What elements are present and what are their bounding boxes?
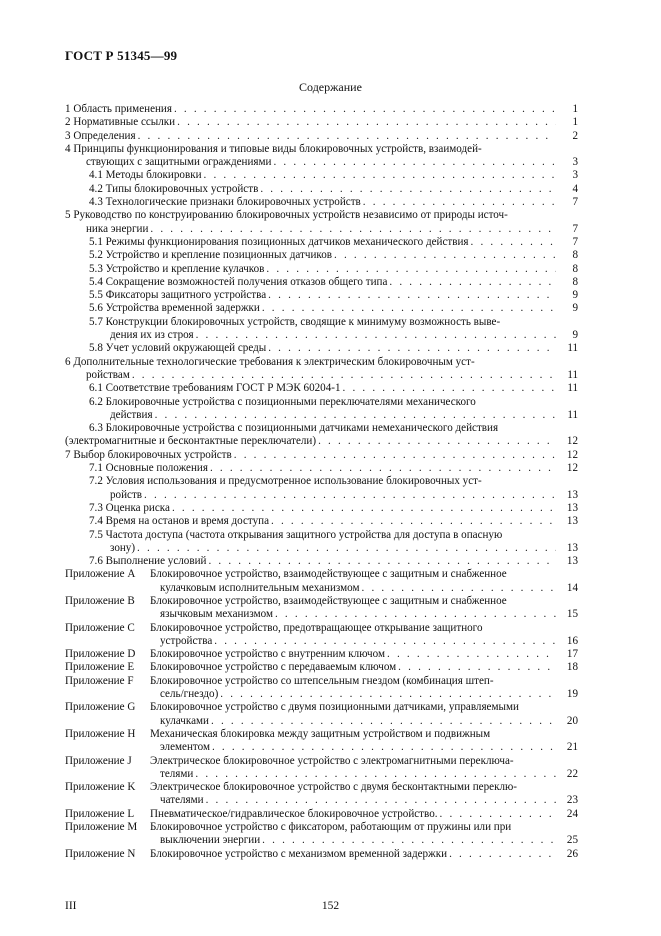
appendix-title [150, 622, 578, 649]
toc-entry-text-line: 5.4 Сокращение возможностей получения отказов общего типа [89, 275, 388, 288]
toc-entry-line [89, 289, 578, 302]
toc-leader-dots [260, 834, 556, 847]
toc-entry[interactable] [65, 382, 578, 395]
toc-entry-line [150, 582, 578, 595]
toc-entry-line [150, 834, 578, 847]
toc-entry-line [89, 409, 578, 422]
toc-page-number: 3 [572, 169, 578, 182]
appendix-title [150, 595, 578, 622]
toc-leader-dots [193, 768, 556, 781]
toc-page-number: 16 [566, 634, 578, 647]
toc-page-number: 13 [566, 541, 578, 554]
toc-leader-dots [269, 515, 556, 528]
toc-page-number: 24 [566, 807, 578, 820]
toc-leader-dots [264, 263, 556, 276]
toc-entry-text-line: Блокировочное устройство с фиксатором, работающим от пружины или при [150, 821, 512, 834]
toc-page-number: 9 [572, 329, 578, 342]
toc-entry-text-line: 7.1 Основные положения [89, 462, 208, 475]
toc-leader-dots [170, 502, 556, 515]
appendix-label: Приложение H [65, 727, 136, 740]
toc-entry-text-line: Электрическое блокировочное устройство с электромагнитными переключа- [150, 754, 514, 767]
toc-entry-text-line: 6.3 Блокировочные устройства с позиционными датчиками немеханического действия [89, 422, 499, 435]
toc-entry-line [89, 302, 578, 315]
toc-entry[interactable] [65, 302, 578, 315]
toc-entry-text-line: ника энергии [86, 222, 149, 235]
toc-entry-line [89, 183, 578, 196]
toc-page-number: 25 [566, 834, 578, 847]
toc-entry[interactable] [65, 249, 578, 262]
toc-leader-dots [266, 289, 556, 302]
appendix-label: Приложение J [65, 754, 132, 767]
toc-leader-dots [332, 249, 556, 262]
toc-page-number: 14 [566, 581, 578, 594]
toc-page-number: 20 [566, 714, 578, 727]
toc-entry-line [150, 808, 578, 821]
toc-leader-dots [341, 382, 556, 395]
toc-entry-text-line: Блокировочное устройство со штепсельным гнездом (комбинация штеп- [150, 674, 494, 687]
toc-entry-text-line: кулачковым исполнительным механизмом [160, 581, 360, 594]
toc-leader-dots [142, 489, 556, 502]
toc-page-number: 13 [566, 501, 578, 514]
toc-leader-dots [212, 635, 556, 648]
toc-page-number: 11 [567, 342, 578, 355]
toc-entry[interactable] [65, 422, 578, 449]
toc-page-number: 12 [566, 462, 578, 475]
toc-entry-text-line: 7.5 Частота доступа (частота открывания защитного устройства для доступа в опасную [89, 528, 503, 541]
toc-page-number: 1 [572, 103, 578, 115]
toc-leader-dots [469, 236, 557, 249]
toc-entry-text-line: элементом [160, 741, 210, 754]
toc-entry-line [89, 502, 578, 515]
toc-entry-text-line: Механическая блокировка между защитным устройством и подвижным [150, 727, 491, 740]
toc-entry-text-line: 7.3 Оценка риска [89, 501, 170, 514]
toc-page-number: 7 [572, 222, 578, 235]
toc-leader-dots [202, 169, 556, 182]
appendix-label: Приложение E [65, 661, 135, 674]
toc-leader-dots [148, 223, 556, 236]
toc-page-number: 8 [572, 249, 578, 262]
toc-entry-text-line: выключении энергии [160, 834, 261, 847]
toc-appendix-entry[interactable] [65, 701, 578, 728]
toc-entry[interactable] [65, 356, 578, 383]
appendix-title [150, 728, 578, 755]
toc-entry-text-line: 6.1 Соответствие требованиям ГОСТ Р МЭК 60204-1 [89, 382, 341, 395]
toc-entry-text-line: сель/гнездо) [160, 688, 219, 701]
toc-entry[interactable] [65, 316, 578, 343]
appendix-title [150, 755, 578, 782]
toc-entry-text-line: действия [110, 408, 153, 421]
toc-entry-line [89, 542, 578, 555]
footer-roman-numeral: III [65, 900, 77, 912]
toc-entry-text-line: 5.6 Устройства временной задержки [89, 302, 260, 315]
toc-entry-text-line: 3 Определения [65, 129, 136, 142]
toc-title: Содержание [299, 80, 362, 94]
toc-appendix-entry[interactable] [65, 821, 578, 848]
toc-appendix-entry[interactable] [65, 622, 578, 649]
toc-entry-line [89, 515, 578, 528]
appendix-title [150, 808, 578, 821]
toc-appendix-entry[interactable] [65, 728, 578, 755]
toc-entry-line [150, 661, 578, 674]
toc-entry-line [150, 648, 578, 661]
toc-entry-text-line: телями [160, 767, 194, 780]
toc-page-number: 2 [572, 129, 578, 142]
toc-appendix-entry[interactable] [65, 568, 578, 595]
toc-entry-text-line: Блокировочное устройство с двумя позиционными датчиками, управляемыми [150, 701, 519, 714]
toc-appendix-entry[interactable] [65, 848, 578, 861]
toc-entry[interactable] [65, 449, 578, 462]
toc-page-number: 22 [566, 767, 578, 780]
toc-entry-line [150, 794, 578, 807]
appendix-title [150, 648, 578, 661]
toc-page-number: 7 [572, 235, 578, 248]
appendix-title [150, 675, 578, 702]
toc-leader-dots [136, 130, 556, 143]
toc-entry[interactable] [65, 475, 578, 502]
toc-leader-dots [208, 462, 556, 475]
toc-entry-line [65, 435, 578, 448]
toc-entry-text-line: 4.2 Типы блокировочных устройств [89, 182, 259, 195]
toc-entry-text-line: 6.2 Блокировочные устройства с позиционными переключателями механического [89, 395, 476, 408]
toc-entry-line [89, 329, 578, 342]
toc-appendix-entry[interactable] [65, 661, 578, 674]
toc-entry-text-line: 7.4 Время на останов и время доступа [89, 515, 270, 528]
toc-entry-text-line: устройства [160, 634, 213, 647]
toc-leader-dots [218, 688, 556, 701]
toc-page-number: 7 [572, 196, 578, 209]
toc-entry-line [89, 555, 578, 568]
toc-entry-text-line: 7.6 Выполнение условий [89, 555, 207, 568]
toc-entry[interactable] [65, 236, 578, 249]
toc-entry-line [65, 116, 578, 129]
toc-entry-text-line: 5 Руководство по конструированию блокировочных устройств независимо от природы источ- [65, 209, 508, 222]
toc-entry-text-line: 5.1 Режимы функционирования позиционных датчиков механического действия [89, 235, 469, 248]
toc-page-number: 11 [567, 382, 578, 395]
toc-leader-dots [153, 409, 556, 422]
toc-leader-dots [438, 808, 556, 821]
toc-entry-line [89, 342, 578, 355]
footer-page-number: 152 [321, 900, 340, 912]
toc-entry-text-line: 5.7 Конструкции блокировочных устройств, сводящие к минимуму возможность выве- [89, 315, 501, 328]
toc-entry-line [65, 223, 578, 236]
toc-entry-text-line: зону) [110, 541, 136, 554]
toc-page-number: 18 [566, 661, 578, 674]
toc-page-number: 23 [566, 794, 578, 807]
toc-page-number: 4 [572, 182, 578, 195]
toc-leader-dots [204, 794, 556, 807]
toc-entry[interactable] [65, 396, 578, 423]
toc-entry[interactable] [65, 276, 578, 289]
toc-entry-text-line: Блокировочное устройство с передаваемым ключом [150, 661, 397, 674]
toc-entry-text-line: 5.3 Устройство и крепление кулачков [89, 262, 265, 275]
toc-entry-line [150, 688, 578, 701]
toc-page-number: 11 [567, 368, 578, 381]
toc-appendix-entry[interactable] [65, 755, 578, 782]
toc-leader-dots [209, 715, 556, 728]
toc-page-number: 13 [566, 515, 578, 528]
toc-page-number: 13 [566, 488, 578, 501]
appendix-label: Приложение M [65, 821, 138, 834]
toc-entry-text-line: Блокировочное устройство, взаимодействующее с защитным и снабженное [150, 594, 507, 607]
toc-entry-text-line: 4 Принципы функционирования и типовые виды блокировочных устройств, взаимодей- [65, 142, 482, 155]
toc-entry-text-line: 5.8 Учет условий окружающей среды [89, 342, 267, 355]
toc-leader-dots [273, 608, 556, 621]
toc-entry-text-line: 4.1 Методы блокировки [89, 169, 202, 182]
appendix-label: Приложение D [65, 648, 136, 661]
appendix-title [150, 848, 578, 861]
appendix-title [150, 661, 578, 674]
toc-page-number: 15 [566, 608, 578, 621]
toc-entry[interactable] [65, 502, 578, 515]
toc-entry[interactable] [65, 529, 578, 556]
toc-entry-text-line: 4.3 Технологические признаки блокировочных устройств [89, 196, 361, 209]
toc-entry-text-line: 5.5 Фиксаторы защитного устройства [89, 289, 267, 302]
toc-leader-dots [194, 329, 556, 342]
toc-entry[interactable] [65, 169, 578, 182]
toc-entry[interactable] [65, 342, 578, 355]
toc-entry-line [65, 156, 578, 169]
appendix-label: Приложение C [65, 621, 135, 634]
toc-leader-dots [258, 183, 556, 196]
toc-entry[interactable] [65, 263, 578, 276]
toc-entry-line [89, 382, 578, 395]
toc-page-number: 26 [566, 847, 578, 860]
toc-page-number: 9 [572, 302, 578, 315]
toc-appendix-entry[interactable] [65, 595, 578, 622]
toc-leader-dots [387, 276, 556, 289]
toc-entry-line [65, 369, 578, 382]
toc-leader-dots [175, 116, 556, 129]
toc-entry-text-line: Блокировочное устройство с внутренним ключом [150, 648, 385, 661]
toc-page-number: 21 [566, 741, 578, 754]
toc-entry-line [89, 263, 578, 276]
appendix-label: Приложение B [65, 594, 135, 607]
toc-entry-text-line: Блокировочное устройство, взаимодействующее с защитным и снабженное [150, 568, 507, 581]
toc-entry-text-line: 1 Область применения [65, 103, 172, 115]
toc-entry-text-line: (электромагнитные и бесконтактные переключатели) [65, 435, 317, 448]
toc-leader-dots [172, 103, 556, 116]
toc-page-number: 1 [572, 116, 578, 129]
toc-page-number: 11 [567, 408, 578, 421]
toc-page-number: 17 [566, 648, 578, 661]
toc-leader-dots [232, 449, 556, 462]
toc-leader-dots [271, 156, 556, 169]
toc-entry[interactable] [65, 103, 578, 116]
toc-entry-text-line: ствующих с защитными ограждениями [86, 156, 272, 169]
toc-entry-text-line: дения их из строя [110, 329, 194, 342]
toc-appendix-entry[interactable] [65, 675, 578, 702]
toc-appendix-entry[interactable] [65, 808, 578, 821]
toc-entry[interactable] [65, 196, 578, 209]
toc-page-number: 12 [566, 448, 578, 461]
toc-leader-dots [447, 848, 556, 861]
toc-leader-dots [396, 661, 556, 674]
toc-page-number: 8 [572, 262, 578, 275]
toc-entry-line [89, 462, 578, 475]
toc-entry[interactable] [65, 515, 578, 528]
appendix-title [150, 701, 578, 728]
toc-appendix-entry[interactable] [65, 781, 578, 808]
toc-entry[interactable] [65, 143, 578, 170]
toc-entry-line [150, 635, 578, 648]
appendix-title [150, 781, 578, 808]
toc-page-number: 19 [566, 688, 578, 701]
toc-entry[interactable] [65, 555, 578, 568]
toc-entry-line [150, 608, 578, 621]
toc-entry-line [65, 449, 578, 462]
toc-entry[interactable] [65, 209, 578, 236]
toc-leader-dots [210, 741, 556, 754]
appendix-label: Приложение N [65, 847, 136, 860]
toc-entry-text-line: 6 Дополнительные технологические требования к электрическим блокировочным уст- [65, 355, 475, 368]
toc-appendix-entry[interactable] [65, 648, 578, 661]
appendix-title [150, 821, 578, 848]
toc-leader-dots [135, 542, 556, 555]
toc-entry-line [89, 196, 578, 209]
toc-entry-text-line: ройств [110, 488, 143, 501]
table-of-contents [65, 103, 578, 861]
toc-leader-dots [316, 435, 556, 448]
toc-entry-text-line: 7 Выбор блокировочных устройств [65, 448, 232, 461]
toc-page-number: 9 [572, 289, 578, 302]
toc-entry-text-line: Пневматическое/гидравлическое блокировочное устройство. [150, 807, 438, 820]
toc-page-number: 12 [566, 435, 578, 448]
toc-entry-line [89, 169, 578, 182]
toc-leader-dots [130, 369, 556, 382]
toc-entry-line [65, 130, 578, 143]
toc-entry[interactable] [65, 116, 578, 129]
appendix-label: Приложение K [65, 781, 136, 794]
toc-entry-text-line: кулачками [160, 714, 209, 727]
toc-leader-dots [361, 196, 556, 209]
toc-entry-line [89, 236, 578, 249]
appendix-label: Приложение A [65, 568, 136, 581]
toc-entry[interactable] [65, 130, 578, 143]
toc-entry-text-line: Блокировочное устройство, предотвращающее открывание защитного [150, 621, 483, 634]
toc-entry-line [150, 848, 578, 861]
appendix-label: Приложение L [65, 807, 135, 820]
toc-page-number: 8 [572, 275, 578, 288]
toc-entry-text-line: 7.2 Условия использования и предусмотренное использование блокировочных уст- [89, 475, 482, 488]
toc-entry-text-line: язычковым механизмом [160, 608, 273, 621]
toc-entry-line [150, 715, 578, 728]
toc-entry-text-line: Электрическое блокировочное устройство с двумя бесконтактными переклю- [150, 781, 517, 794]
appendix-label: Приложение G [65, 701, 136, 714]
toc-entry[interactable] [65, 183, 578, 196]
toc-entry-text-line: ройствам [86, 368, 130, 381]
toc-leader-dots [266, 342, 556, 355]
toc-entry[interactable] [65, 462, 578, 475]
appendix-label: Приложение F [65, 674, 134, 687]
toc-leader-dots [360, 582, 556, 595]
appendix-title [150, 568, 578, 595]
toc-entry-text-line: чателями [160, 794, 204, 807]
toc-leader-dots [385, 648, 556, 661]
toc-entry-line [65, 103, 578, 116]
toc-leader-dots [260, 302, 556, 315]
toc-entry-line [150, 768, 578, 781]
toc-entry-text-line: 2 Нормативные ссылки [65, 116, 176, 129]
toc-page-number: 3 [572, 156, 578, 169]
toc-entry-text-line: Блокировочное устройство с механизмом временной задержки [150, 847, 448, 860]
header-code: ГОСТ Р 51345—99 [65, 48, 178, 63]
toc-entry-line [89, 276, 578, 289]
toc-entry-line [150, 741, 578, 754]
toc-entry-line [89, 249, 578, 262]
toc-entry-text-line: 5.2 Устройство и крепление позиционных датчиков [89, 249, 333, 262]
toc-page-number: 13 [566, 555, 578, 568]
toc-leader-dots [206, 555, 556, 568]
toc-entry-line [89, 489, 578, 502]
toc-entry[interactable] [65, 289, 578, 302]
